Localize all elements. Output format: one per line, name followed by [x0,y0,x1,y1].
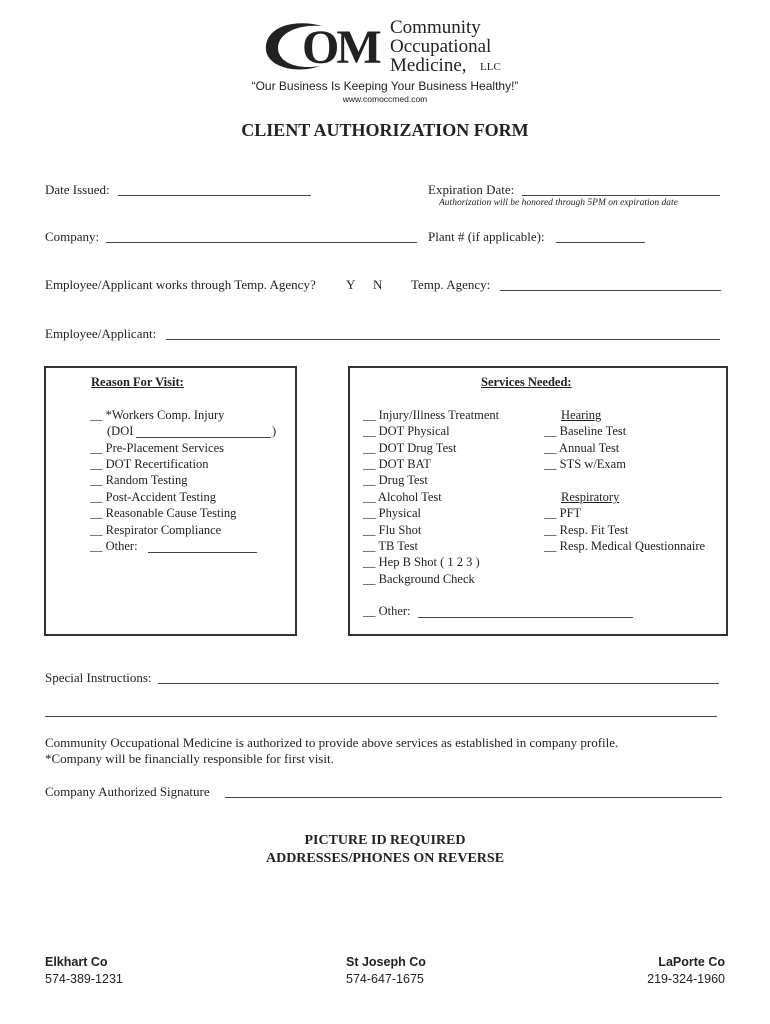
reason-item-pre-placement[interactable]: __ Pre-Placement Services [90,441,224,455]
date-issued-label: Date Issued: [45,182,110,197]
special-instructions-field-2[interactable] [45,716,717,717]
location-laporte-name: LaPorte Co [658,955,725,969]
temp-agency-no[interactable]: N [373,277,383,292]
location-st-joseph-name: St Joseph Co [346,955,426,969]
reason-doi-close: ) [272,424,277,438]
picture-id-notice: PICTURE ID REQUIRED [304,833,466,848]
reason-heading [91,375,184,390]
service-hep-b[interactable]: __ Hep B Shot ( 1 2 3 ) [363,555,480,569]
tagline: “Our Business Is Keeping Your Business Healthy!” [251,79,519,93]
logo-company-line-3: Medicine, [390,55,467,76]
location-elkhart-name: Elkhart Co [45,955,108,969]
service-background-check[interactable]: __ Background Check [363,572,475,586]
logo-company-line-2: Occupational [390,36,492,57]
date-issued-field[interactable] [118,195,311,196]
service-flu-shot[interactable]: __ Flu Shot [363,523,422,537]
hearing-heading: Hearing [561,408,602,422]
temp-agency-question: Employee/Applicant works through Temp. Agency? [45,277,316,292]
expiration-label: Expiration Date: [428,182,515,197]
company-label: Company: [45,229,100,244]
reason-item-random-testing[interactable]: __ Random Testing [90,473,188,487]
service-dot-bat[interactable]: __ DOT BAT [363,457,431,471]
reason-item-post-accident[interactable]: __ Post-Accident Testing [90,490,216,504]
logo-company-line-1: Community [390,17,481,38]
expiration-field[interactable] [522,195,720,196]
company-field[interactable] [106,242,417,243]
service-dot-physical[interactable]: __ DOT Physical [363,424,450,438]
logo-company-suffix: LLC [480,61,501,73]
service-dot-drug-test[interactable]: __ DOT Drug Test [363,441,457,455]
signature-label: Company Authorized Signature [45,784,210,799]
service-other-field[interactable] [418,617,633,618]
employee-field[interactable] [166,339,720,340]
service-annual-test[interactable]: __ Annual Test [544,441,620,455]
service-alcohol-test[interactable]: __ Alcohol Test [363,490,442,504]
plant-field[interactable] [556,242,645,243]
special-instructions-field[interactable] [158,683,719,684]
service-physical[interactable]: __ Physical [363,506,421,520]
special-instructions-label: Special Instructions: [45,670,152,685]
services-heading: Services Needed: [481,375,572,389]
reason-heading-text: Reason For Visit: [91,375,184,389]
service-resp-questionnaire[interactable]: __ Resp. Medical Questionnaire [544,539,706,553]
respiratory-heading: Respiratory [561,490,620,504]
service-resp-fit-test[interactable]: __ Resp. Fit Test [544,523,629,537]
employee-label: Employee/Applicant: [45,326,157,341]
location-elkhart-phone: 574-389-1231 [45,972,123,986]
authorization-text-1: Community Occupational Medicine is authorized to provide above services as established in company profile. [45,735,619,750]
authorization-text-2: *Company will be financially responsible for first visit. [45,751,334,766]
service-pft[interactable]: __ PFT [544,506,582,520]
service-baseline-test[interactable]: __ Baseline Test [544,424,627,438]
website: www.comoccmed.com [342,94,428,104]
company-logo [262,16,522,78]
location-st-joseph-phone: 574-647-1675 [346,972,424,986]
form-title: CLIENT AUTHORIZATION FORM [241,120,529,140]
service-sts-exam[interactable]: __ STS w/Exam [544,457,626,471]
service-injury-illness[interactable]: __ Injury/Illness Treatment [363,408,500,422]
expiration-note: Authorization will be honored through 5PM on expiration date [439,198,678,208]
reason-other-field[interactable] [148,552,257,553]
reason-item-workers-comp[interactable]: __ *Workers Comp. Injury [90,408,225,422]
service-drug-test[interactable]: __ Drug Test [363,473,428,487]
reason-doi-field[interactable] [136,437,271,438]
service-other[interactable]: __ Other: [363,604,411,618]
temp-agency-yes[interactable]: Y [346,277,356,292]
signature-field[interactable] [225,797,722,798]
reason-item-reasonable-cause[interactable]: __ Reasonable Cause Testing [90,506,237,520]
addresses-notice: ADDRESSES/PHONES ON REVERSE [265,851,505,866]
location-laporte-phone: 219-324-1960 [647,972,725,986]
temp-agency-label: Temp. Agency: [411,277,491,292]
temp-agency-field[interactable] [500,290,721,291]
service-tb-test[interactable]: __ TB Test [363,539,418,553]
reason-item-other[interactable]: __ Other: [90,539,138,553]
reason-item-respirator[interactable]: __ Respirator Compliance [90,523,222,537]
reason-item-dot-recert[interactable]: __ DOT Recertification [90,457,209,471]
plant-label: Plant # (if applicable): [428,229,545,244]
reason-doi-label: (DOI [107,424,134,438]
logo-monogram: OM [302,21,379,74]
